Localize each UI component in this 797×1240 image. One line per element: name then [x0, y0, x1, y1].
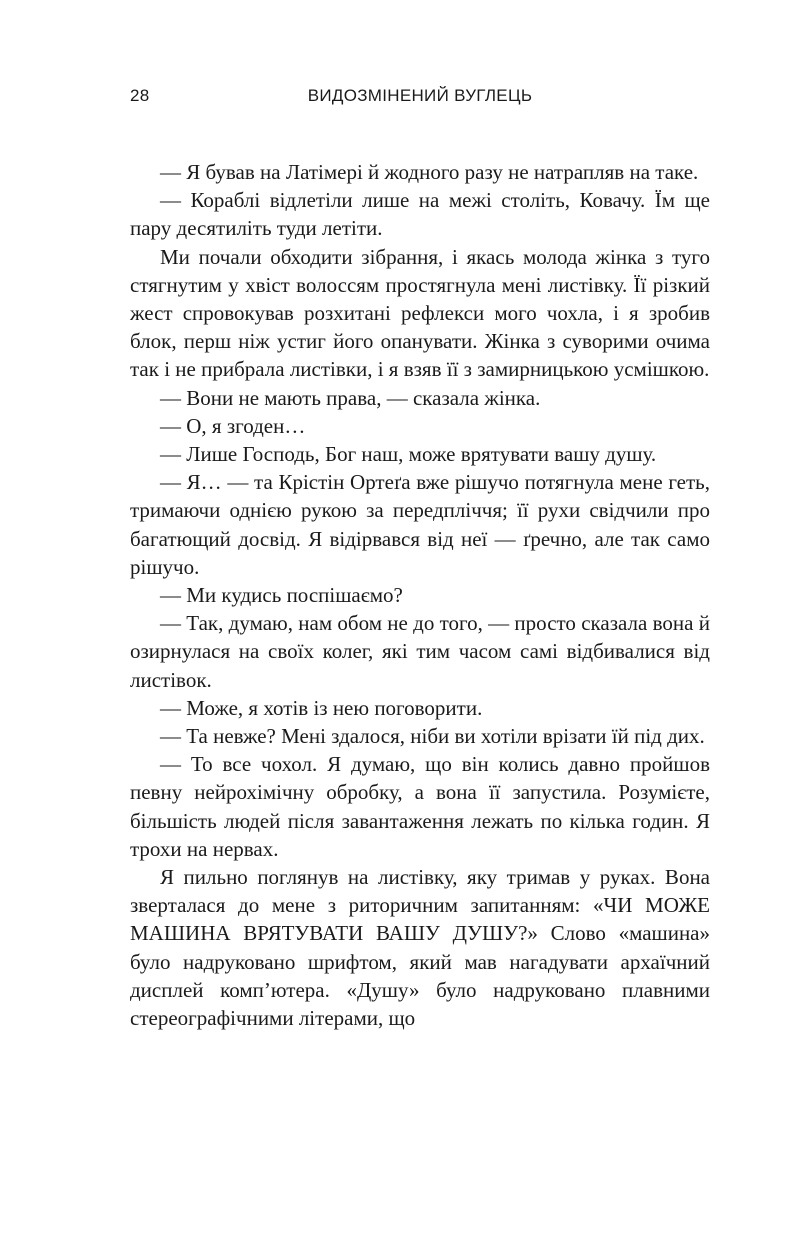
text-body — [130, 158, 710, 1032]
paragraph: — Я бував на Латімері й жодного разу не натрапляв на таке. — [160, 160, 699, 184]
paragraph: — То все чохол. Я думаю, що він колись давно пройшов певну нейрохімічну обробку, а вона її запустила. Розумієте, більшість людей після завантаження лежать по кілька годин. Я трохи на нервах. — [130, 752, 710, 861]
paragraph: — Кораблі відлетіли лише на межі століть, Ковачу. Їм ще пару десятиліть туди летіти. — [130, 188, 710, 241]
paragraph: Ми почали обходити зібрання, і якась молода жінка з туго стягнутим у хвіст волоссям простягнула мені листівку. Її різкий жест спровокував розхитані рефлекси мого чохла, і я зробив блок, перш ніж устиг його опанувати. Жінка з суворими очима так і не прибрала листівки, і я взяв її з замирницькою усмішкою. — [130, 244, 710, 382]
paragraph: — О, я згоден… — [160, 413, 306, 438]
paragraph: — Може, я хотів із нею поговорити. — [160, 695, 483, 720]
paragraph: Я пильно поглянув на листівку, яку тримав у руках. Вона зверталася до мене з риторичним запитанням: «ЧИ МОЖЕ МАШИНА ВРЯТУВАТИ ВАШУ ДУШУ?» Слово «машина» було надруковано шрифтом, який мав нагадувати архаїчний дисплей комп’ютера. «Душу» було надруковано плавними стереографічними літерами, що — [130, 865, 710, 1031]
paragraph: — Я… — та Крістін Ортеґа вже рішучо потягнула мене геть, тримаючи однією рукою за передпліччя; її рухи свідчили про багатющий досвід. Я відірвався від неї — ґречно, але так само рішучо. — [130, 470, 710, 579]
paragraph: — Лише Господь, Бог наш, може врятувати вашу душу. — [160, 442, 657, 467]
paragraph: — Вони не мають права, — сказала жінка. — [160, 385, 541, 410]
running-header — [130, 86, 710, 114]
running-title: ВИДОЗМІНЕНИЙ ВУГЛЕЦЬ — [307, 86, 533, 105]
paragraph: — Ми кудись поспішаємо? — [160, 583, 403, 608]
paragraph: — Так, думаю, нам обом не до того, — просто сказала вона й озирнулася на своїх колег, які тим часом самі відбивалися від листівок. — [130, 611, 710, 692]
page-number: 28 — [130, 86, 150, 105]
paragraph: — Та невже? Мені здалося, ніби ви хотіли врізати їй під дих. — [160, 724, 705, 749]
